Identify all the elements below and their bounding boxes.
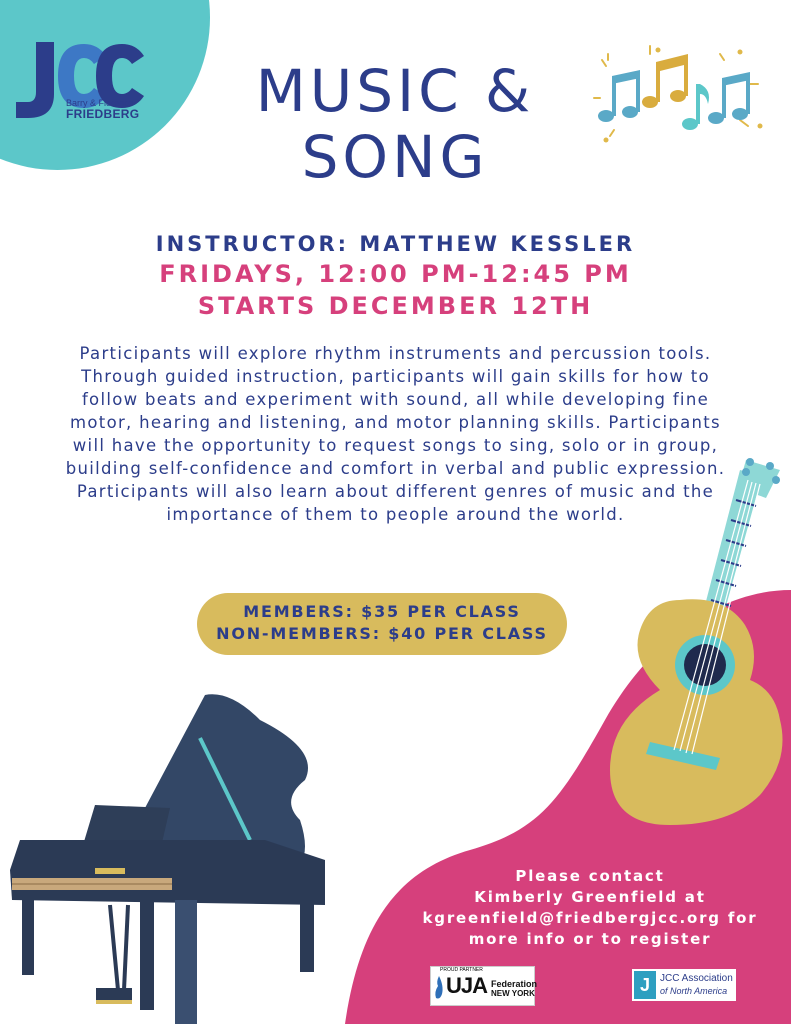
pricing-badge — [197, 593, 567, 655]
guitar-illustration — [590, 450, 791, 830]
uja-newyork-text: NEW YORK — [491, 989, 535, 998]
contact-email[interactable]: kgreenfield@friedbergjcc.org for — [422, 909, 758, 927]
uja-federation-text: Federation — [491, 979, 538, 989]
title-line-2: SONG — [301, 123, 489, 191]
program-description: Participants will explore rhythm instruments and percussion tools. Through guided instruction, participants will gain skills for how to follow beats and experiment with sound, all while developing fine motor, hearing and listening, and motor planning skills. Participants will have the opportunity to request songs to sing, solo or in group, building self-confidence and comfort in verbal and public expression. Participants will also learn about different genres of music and the importance of them to people around the world. — [65, 344, 726, 524]
schedule-line: FRIDAYS, 12:00 PM-12:45 PM — [159, 260, 632, 288]
contact-line-4: more info or to register — [468, 930, 712, 948]
jcca-subtitle: of North America — [660, 986, 728, 996]
non-member-price: NON-MEMBERS: $40 PER CLASS — [216, 624, 548, 643]
contact-line-2: Kimberly Greenfield at — [474, 888, 706, 906]
uja-text: UJA — [446, 973, 488, 998]
start-date-line: STARTS DECEMBER 12TH — [197, 292, 594, 320]
instructor-line: INSTRUCTOR: MATTHEW KESSLER — [155, 232, 636, 256]
member-price: MEMBERS: $35 PER CLASS — [243, 602, 521, 621]
piano-illustration — [0, 690, 330, 1024]
logo-subtitle-1: Barry & Florence — [66, 98, 134, 108]
jcca-name: JCC Association — [660, 973, 733, 984]
contact-line-1: Please contact — [515, 867, 665, 885]
uja-proud-partner-text: PROUD PARTNER — [440, 967, 483, 973]
logo-subtitle-2: FRIEDBERG — [66, 107, 140, 121]
page-title — [240, 58, 550, 190]
music-notes-icon — [590, 40, 765, 160]
jcca-letter-icon: J — [634, 971, 656, 999]
contact-info — [400, 866, 780, 950]
title-line-1: MUSIC & — [255, 57, 535, 125]
uja-flame-icon — [434, 976, 444, 1000]
